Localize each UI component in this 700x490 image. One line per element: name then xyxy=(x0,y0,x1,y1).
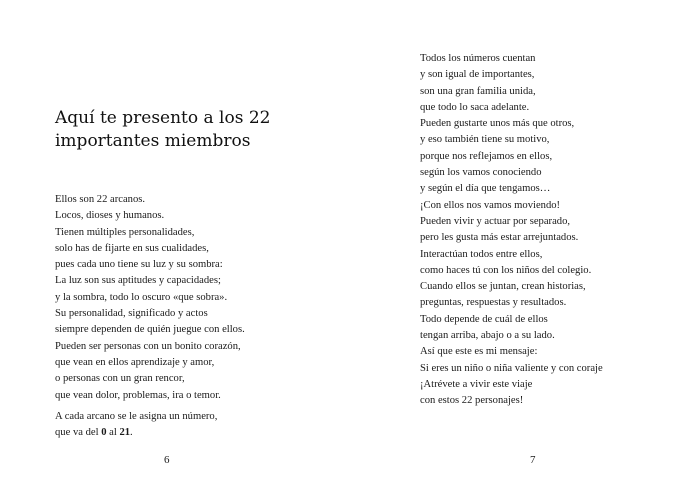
heading-line: Aquí te presento a los 22 xyxy=(55,108,271,128)
verse-line: Todos los números cuentan xyxy=(420,53,536,64)
verse-line: ¡Con ellos nos vamos moviendo! xyxy=(420,199,561,211)
verse-line: Cuando ellos se juntan, crean historias, xyxy=(420,281,586,293)
note-text: al xyxy=(106,427,120,439)
note-text: que va del xyxy=(55,427,102,439)
verse-line: y eso también tiene su motivo, xyxy=(420,134,550,146)
arcana-number-note xyxy=(55,409,217,442)
verse-line: que vean dolor, problemas, ira o temor. xyxy=(55,389,221,401)
verse-line: ¡Atrévete a vivir este viaje xyxy=(420,378,533,390)
page-number-right: 7 xyxy=(530,454,536,466)
verse-line: Así que este es mi mensaje: xyxy=(420,346,538,358)
verse-line: o personas con un gran rencor, xyxy=(55,373,185,385)
poem-right xyxy=(420,51,603,410)
verse-line: Interactúan todos entre ellos, xyxy=(420,248,543,260)
verse-line: preguntas, respuestas y resultados. xyxy=(420,297,567,309)
verse-line: solo has de fijarte en sus cualidades, xyxy=(55,242,209,254)
verse-line: porque nos reflejamos en ellos, xyxy=(420,150,553,162)
verse-line: Su personalidad, significado y actos xyxy=(55,308,208,320)
verse-line: Todo depende de cuál de ellos xyxy=(420,313,548,325)
note-line: A cada arcano se le asigna un número, xyxy=(55,411,218,422)
verse-line: que todo lo saca adelante. xyxy=(420,101,530,113)
chapter-heading xyxy=(55,107,305,153)
verse-line: y según el día que tengamos… xyxy=(420,183,551,195)
verse-line: Pueden vivir y actuar por separado, xyxy=(420,215,571,227)
verse-line: Locos, dioses y humanos. xyxy=(55,210,165,222)
verse-line: que vean en ellos aprendizaje y amor, xyxy=(55,356,215,368)
verse-line: Pueden ser personas con un bonito corazón, xyxy=(55,340,241,352)
number-to: 21 xyxy=(119,427,131,439)
verse-line: Pueden gustarte unos más que otros, xyxy=(420,118,575,130)
poem-left xyxy=(55,192,245,404)
verse-line: Ellos son 22 arcanos. xyxy=(55,194,146,205)
page-number-left: 6 xyxy=(164,454,170,466)
verse-line: tengan arriba, abajo o a su lado. xyxy=(420,330,555,342)
verse-line: con estos 22 personajes! xyxy=(420,395,524,407)
number-from: 0 xyxy=(101,427,107,439)
verse-line: pues cada uno tiene su luz y su sombra: xyxy=(55,259,223,271)
verse-line: son una gran familia unida, xyxy=(420,85,536,97)
verse-line: según los vamos conociendo xyxy=(420,167,542,179)
verse-line: Si eres un niño o niña valiente y con coraje xyxy=(420,362,603,374)
verse-line: y la sombra, todo lo oscuro «que sobra». xyxy=(55,291,228,303)
note-line xyxy=(55,425,217,441)
verse-line: Tienen múltiples personalidades, xyxy=(55,226,195,238)
heading-line: importantes miembros xyxy=(55,131,251,151)
verse-line: La luz son sus aptitudes y capacidades; xyxy=(55,275,221,287)
verse-line: como haces tú con los niños del colegio. xyxy=(420,264,592,276)
verse-line: pero les gusta más estar arrejuntados. xyxy=(420,232,579,244)
verse-line: siempre dependen de quién juegue con ellos. xyxy=(55,324,245,336)
note-text: . xyxy=(130,427,133,439)
verse-line: y son igual de importantes, xyxy=(420,69,535,81)
